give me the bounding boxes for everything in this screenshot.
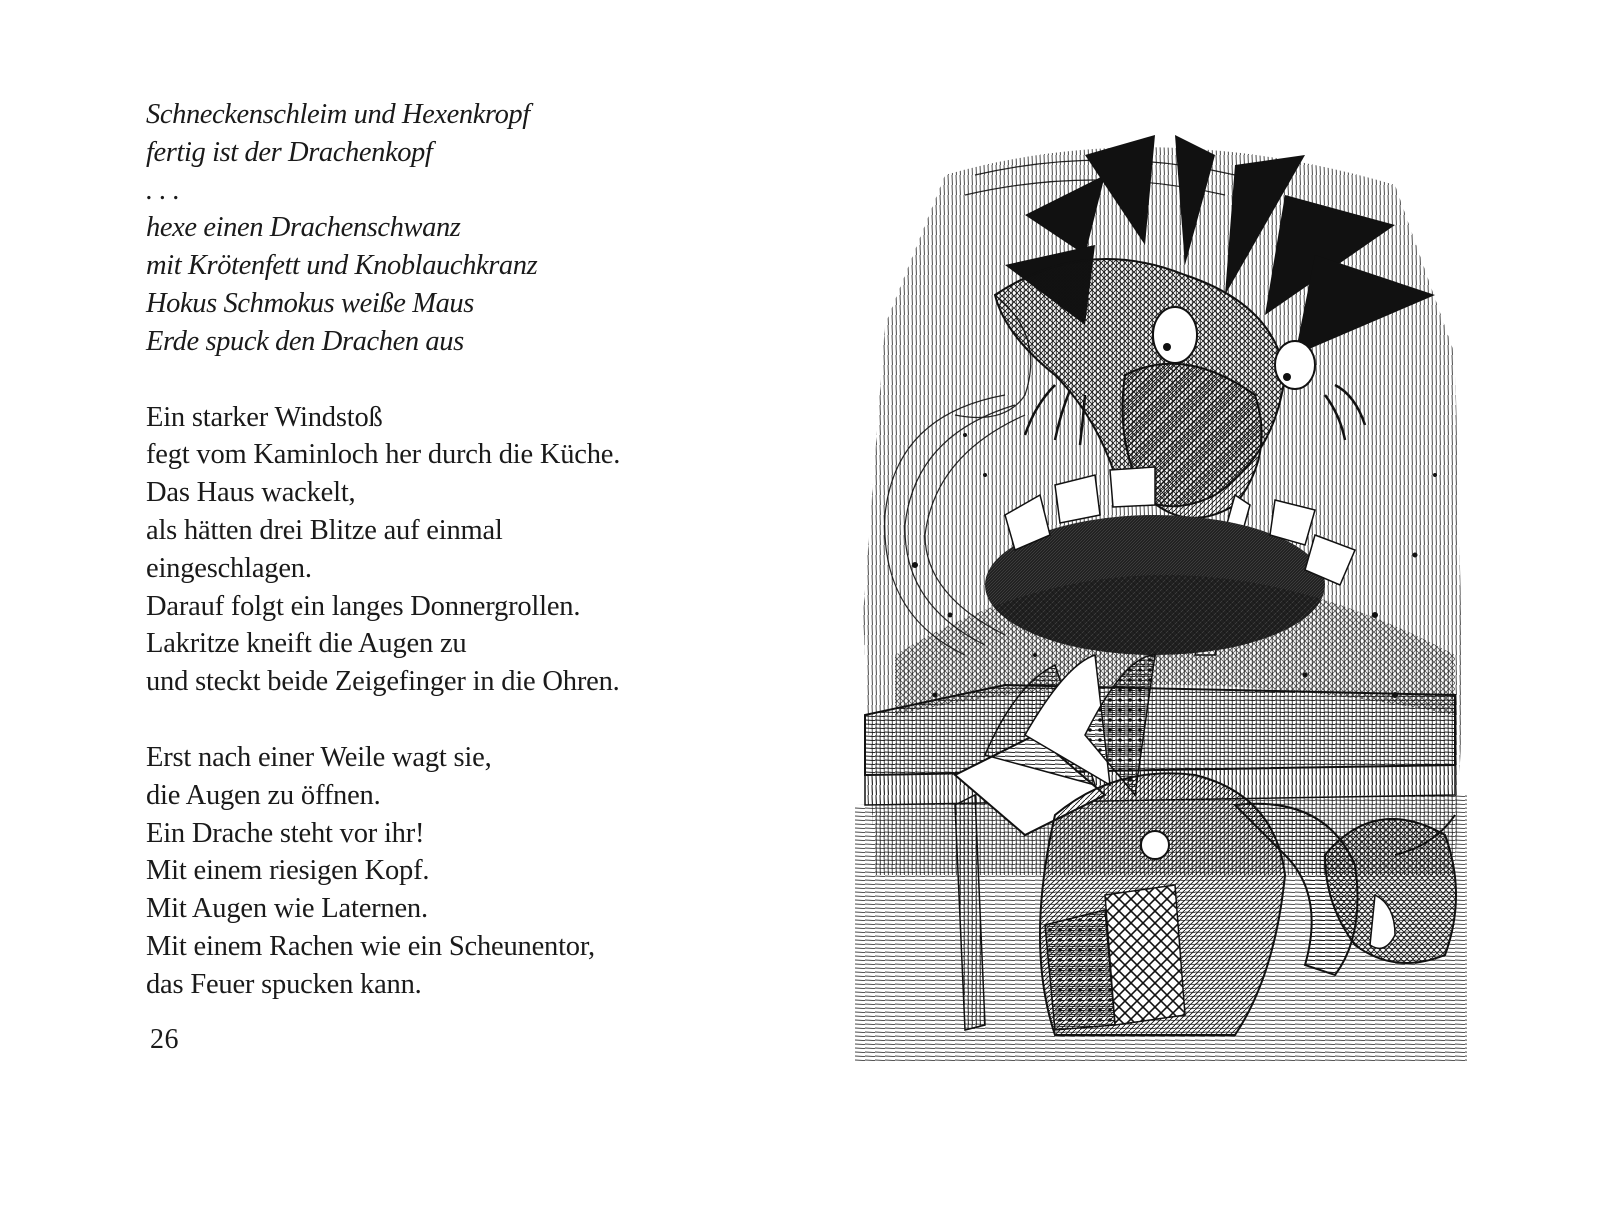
text-line: Erst nach einer Weile wagt sie, bbox=[146, 741, 492, 773]
spell-verse bbox=[146, 96, 746, 361]
text-line: und steckt beide Zeigefinger in die Ohren. bbox=[146, 666, 620, 698]
verse-line: Hokus Schmokus weiße Maus bbox=[146, 287, 474, 319]
text-line: Mit einem Rachen wie ein Scheunentor, bbox=[146, 930, 595, 962]
patchwork-dots bbox=[1045, 910, 1115, 1030]
text-line: Das Haus wackelt, bbox=[146, 477, 356, 509]
text-line: die Augen zu öffnen. bbox=[146, 779, 381, 811]
text-line: fegt vom Kaminloch her durch die Küche. bbox=[146, 439, 621, 471]
verse-line: Erde spuck den Drachen aus bbox=[146, 325, 464, 357]
text-line: Lakritze kneift die Augen zu bbox=[146, 628, 467, 660]
paragraph-windstoss bbox=[146, 399, 746, 701]
text-line: eingeschlagen. bbox=[146, 552, 312, 584]
ink-drawing bbox=[855, 95, 1467, 1063]
paragraph-drache bbox=[146, 739, 746, 1004]
verse-line: Schneckenschleim und Hexenkropf bbox=[146, 99, 530, 130]
text-line: Darauf folgt ein langes Donnergrollen. bbox=[146, 590, 581, 622]
stone-hearth bbox=[865, 685, 1455, 775]
text-line: Mit einem riesigen Kopf. bbox=[146, 855, 430, 887]
text-line: als hätten drei Blitze auf einmal bbox=[146, 514, 503, 546]
right-page bbox=[800, 0, 1600, 1216]
dragon-illustration bbox=[855, 95, 1467, 1063]
patchwork-check bbox=[1105, 885, 1185, 1025]
text-line: Ein starker Windstoß bbox=[146, 401, 383, 433]
text-line: Mit Augen wie Laternen. bbox=[146, 893, 428, 925]
text-line: das Feuer spucken kann. bbox=[146, 968, 422, 1000]
page-number: 26 bbox=[150, 1024, 179, 1055]
page-text bbox=[146, 96, 746, 1042]
patch-circle bbox=[1141, 831, 1169, 859]
verse-ellipsis: . . . bbox=[146, 174, 180, 206]
verse-line: mit Krötenfett und Knoblauchkranz bbox=[146, 250, 538, 282]
verse-line: fertig ist der Drachenkopf bbox=[146, 136, 433, 168]
verse-line: hexe einen Drachenschwanz bbox=[146, 212, 461, 244]
text-line: Ein Drache steht vor ihr! bbox=[146, 817, 425, 849]
